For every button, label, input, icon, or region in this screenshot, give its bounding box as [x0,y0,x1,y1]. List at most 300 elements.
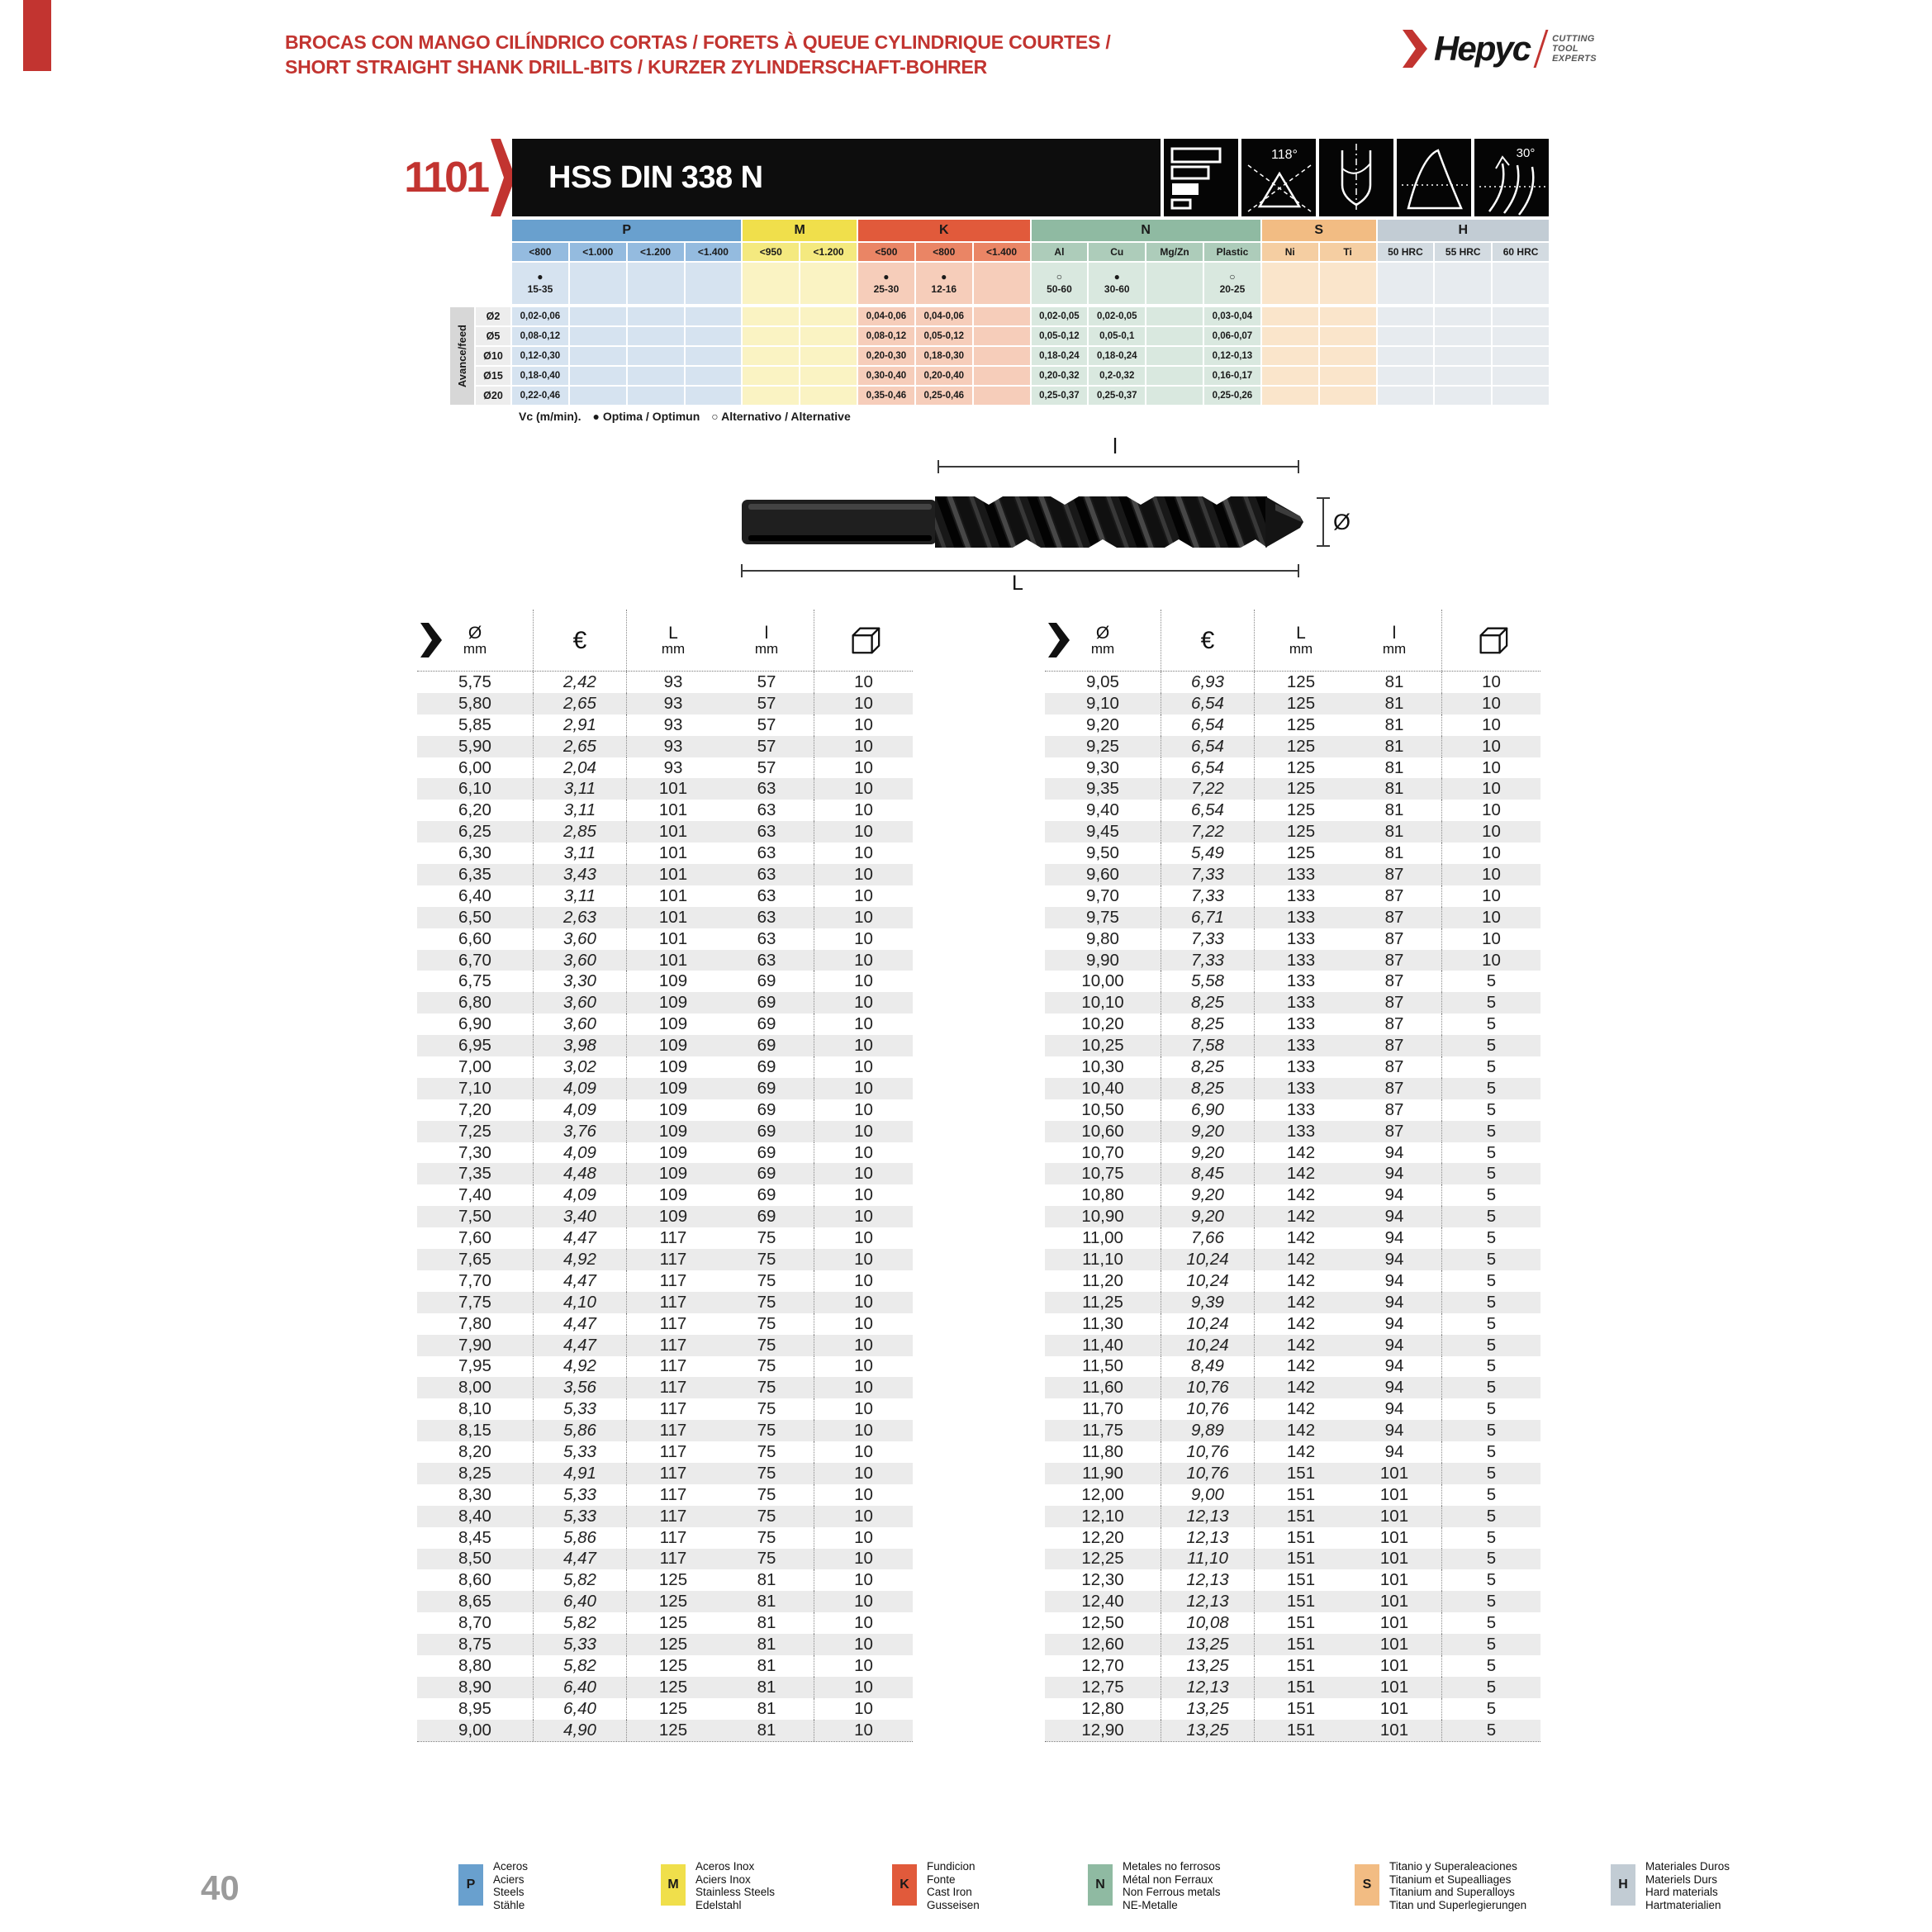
cell-package-qty: 5 [1441,1292,1540,1313]
cell-price: 5,33 [533,1398,626,1420]
cell-flute-length: 63 [757,928,776,948]
cell-length: 117 [626,1506,719,1527]
feed-cell-N1: 0,2-0,32 [1089,367,1145,385]
feed-cell-P1 [570,387,626,405]
table-row [1045,1655,1540,1677]
cell-diameter: 6,10 [458,779,491,799]
cell-flute-length: 81 [1384,714,1404,734]
table-row [417,1569,913,1591]
legend-line: Cast Iron [927,1886,972,1898]
legend-item-M [661,1860,775,1911]
cell-price: 4,09 [533,1099,626,1121]
feed-cell-N2 [1146,367,1203,385]
cell-length: 117 [626,1313,719,1335]
cell-diameter: 6,75 [458,971,491,991]
cell-package-qty: 10 [814,1527,913,1549]
cell-price: 6,93 [1161,672,1254,693]
feed-cell-N0: 0,25-0,37 [1032,387,1088,405]
legend-item-H [1611,1860,1730,1911]
table-row [1045,757,1540,779]
cell-diameter: 10,90 [1081,1207,1124,1227]
price-table-left [417,610,913,1742]
material-subcolumn-N1: Cu [1089,243,1145,261]
feed-cell-P1 [570,347,626,365]
cell-package-qty: 5 [1441,1506,1540,1527]
cell-length: 142 [1254,1398,1347,1420]
legend-box-M: M [661,1864,686,1906]
feed-cell-H2 [1493,347,1549,365]
table-row [1045,992,1540,1013]
cell-price: 3,76 [533,1121,626,1142]
table-row [417,1056,913,1078]
feed-cell-H2 [1493,327,1549,345]
cell-diameter: 7,75 [458,1292,491,1312]
table-row [417,1463,913,1484]
cell-length: 125 [626,1677,719,1698]
cell-price: 4,91 [533,1463,626,1484]
cell-diameter: 12,60 [1081,1635,1124,1654]
cell-diameter: 12,70 [1081,1655,1124,1675]
cell-package-qty: 5 [1441,1099,1540,1121]
helix-angle-30-icon [1471,139,1549,216]
vc-cell-P2 [628,263,684,304]
feed-cell-K1: 0,04-0,06 [916,307,972,325]
cell-flute-length: 81 [757,1613,776,1633]
feed-cell-P0: 0,22-0,46 [512,387,568,405]
cell-diameter: 9,05 [1086,672,1119,691]
feed-cell-N3: 0,03-0,04 [1204,307,1260,325]
legend-line: Gusseisen [927,1898,980,1911]
cell-price: 2,04 [533,757,626,779]
cell-flute-length: 69 [757,1185,776,1205]
material-subcolumn-K1: <800 [916,243,972,261]
cell-package-qty: 5 [1441,1313,1540,1335]
vc-cell-M1 [800,263,857,304]
cell-flute-length: 57 [757,714,776,734]
cell-price: 12,13 [1161,1527,1254,1549]
table-row [1045,1249,1540,1270]
feed-cell-N1: 0,18-0,24 [1089,347,1145,365]
cell-price: 2,65 [533,693,626,714]
cell-flute-length: 87 [1384,1056,1404,1076]
cell-length: 125 [1254,821,1347,843]
cell-package-qty: 10 [814,672,913,693]
cell-length: 117 [626,1292,719,1313]
cell-price: 10,76 [1161,1441,1254,1463]
table-row [417,1206,913,1227]
feed-cell-N3: 0,06-0,07 [1204,327,1260,345]
feed-cell-P3 [686,327,742,345]
table-row [417,1121,913,1142]
table-row [417,736,913,757]
cell-flute-length: 101 [1379,1549,1409,1569]
cell-diameter: 11,70 [1082,1399,1123,1419]
cell-flute-length: 63 [757,907,776,927]
cell-price: 3,11 [533,843,626,864]
feed-cell-M0 [743,327,799,345]
cell-package-qty: 5 [1441,1377,1540,1398]
cell-diameter: 7,95 [458,1356,491,1376]
feed-axis-label: Avance/feed [450,307,474,405]
cell-diameter: 8,70 [458,1613,491,1633]
legend-line: Non Ferrous metals [1123,1886,1221,1898]
cell-length: 109 [626,1035,719,1056]
drill-photo [742,496,1303,548]
cell-price: 2,91 [533,714,626,736]
table-row [1045,714,1540,736]
cell-price: 3,60 [533,1013,626,1035]
cell-price: 13,25 [1161,1655,1254,1677]
vc-footnote-prefix: Vc (m/min). [519,410,581,423]
cell-flute-length: 87 [1384,993,1404,1013]
cell-flute-length: 81 [1384,779,1404,799]
cell-length: 125 [1254,800,1347,821]
page-title [285,30,1111,79]
cell-flute-length: 75 [757,1313,776,1333]
cell-price: 5,82 [533,1655,626,1677]
cell-flute-length: 75 [757,1378,776,1398]
cell-diameter: 11,30 [1082,1313,1123,1333]
feed-row-label: Ø5 [476,327,510,345]
cell-package-qty: 10 [814,1206,913,1227]
legend-box-K: K [892,1864,917,1906]
cutting-data-table [512,220,1549,304]
cell-package-qty: 5 [1441,1677,1540,1698]
cell-package-qty: 10 [1441,950,1540,971]
table-row [1045,1035,1540,1056]
cell-flute-length: 75 [757,1463,776,1483]
vc-cell-K0 [858,263,914,304]
table-row [417,1163,913,1184]
cell-diameter: 8,00 [458,1378,491,1398]
cell-flute-length: 81 [1384,822,1404,842]
table-row [1045,1612,1540,1634]
cell-length: 151 [1254,1506,1347,1527]
cell-diameter: 12,25 [1081,1549,1124,1569]
cell-flute-length: 81 [757,1570,776,1590]
table-row [417,950,913,971]
cell-diameter: 11,25 [1082,1292,1123,1312]
cell-length: 101 [626,907,719,928]
material-subcolumn-N0: Al [1032,243,1088,261]
legend-box-H: H [1611,1864,1635,1906]
vc-symbol: ○ [1229,271,1236,282]
feed-cell-N2 [1146,387,1203,405]
cell-price: 4,09 [533,1078,626,1099]
cell-price: 4,09 [533,1184,626,1206]
cell-length: 125 [1254,736,1347,757]
cell-package-qty: 10 [814,1078,913,1099]
cell-diameter: 7,00 [458,1056,491,1076]
table-row [1045,885,1540,907]
col-header-package [814,610,913,671]
vc-value: 25-30 [873,283,900,295]
cell-diameter: 12,30 [1081,1570,1124,1590]
cell-diameter: 7,35 [458,1164,491,1184]
cell-length: 101 [626,843,719,864]
cell-package-qty: 10 [814,1270,913,1292]
cell-price: 5,33 [533,1484,626,1506]
page-corner-mark [23,0,51,71]
feed-cell-M1 [800,307,857,325]
legend-line: Stähle [493,1898,525,1911]
cell-price: 3,60 [533,950,626,971]
cell-flute-length: 101 [1379,1592,1409,1612]
cell-length: 151 [1254,1612,1347,1634]
cell-diameter: 9,80 [1086,928,1119,948]
cell-price: 5,33 [533,1506,626,1527]
cell-price: 10,24 [1161,1313,1254,1335]
cell-length: 125 [626,1655,719,1677]
cell-flute-length: 63 [757,864,776,884]
cell-package-qty: 10 [814,1655,913,1677]
cell-flute-length: 69 [757,1036,776,1056]
table-row [1045,1527,1540,1549]
legend-box-P: P [458,1864,483,1906]
cell-flute-length: 63 [757,885,776,905]
feed-cell-N0: 0,20-0,32 [1032,367,1088,385]
cell-length: 93 [626,714,719,736]
table-row [1045,864,1540,885]
cell-package-qty: 10 [814,971,913,992]
cell-length: 142 [1254,1441,1347,1463]
cell-price: 3,11 [533,885,626,907]
feed-cell-M0 [743,347,799,365]
cell-length: 101 [626,950,719,971]
table-row [417,1292,913,1313]
cell-length: 125 [1254,672,1347,693]
table-row [417,907,913,928]
cell-flute-length: 87 [1384,1099,1404,1119]
cell-length: 133 [1254,864,1347,885]
table-row [1045,1677,1540,1698]
cell-diameter: 6,25 [458,822,491,842]
cell-diameter: 12,40 [1081,1592,1124,1612]
material-subcolumn-P2: <1.200 [628,243,684,261]
price-table-header [1045,610,1540,672]
col-header-length: L mm [626,610,719,671]
cell-package-qty: 10 [814,864,913,885]
cell-package-qty: 5 [1441,992,1540,1013]
cell-price: 7,33 [1161,864,1254,885]
legend-item-K [892,1860,980,1911]
cell-diameter: 10,60 [1081,1121,1124,1141]
cell-package-qty: 10 [814,1142,913,1164]
cell-diameter: 5,85 [458,714,491,734]
cell-diameter: 8,20 [458,1442,491,1461]
cell-length: 151 [1254,1655,1347,1677]
cell-diameter: 8,50 [458,1549,491,1569]
cell-diameter: 6,90 [458,1014,491,1034]
feed-cell-K0: 0,30-0,40 [858,367,914,385]
cell-flute-length: 87 [1384,1036,1404,1056]
feed-cell-M1 [800,347,857,365]
cell-length: 133 [1254,1035,1347,1056]
cell-length: 125 [626,1612,719,1634]
cell-length: 125 [1254,693,1347,714]
material-subcolumn-H0: 50 HRC [1378,243,1434,261]
table-chevron-icon [1048,623,1070,657]
col-header-length: L mm [1254,610,1347,671]
cell-length: 151 [1254,1569,1347,1591]
material-subcolumn-N3: Plastic [1204,243,1260,261]
cell-length: 117 [626,1398,719,1420]
cell-flute-length: 63 [757,950,776,970]
drill-diagram [727,425,1355,595]
cell-flute-length: 69 [757,1014,776,1034]
table-row [417,1698,913,1720]
table-row [1045,928,1540,950]
cell-length: 151 [1254,1677,1347,1698]
cell-price: 13,25 [1161,1634,1254,1655]
table-row [1045,1206,1540,1227]
cell-package-qty: 10 [814,736,913,757]
cell-package-qty: 10 [814,1249,913,1270]
cell-diameter: 6,30 [458,843,491,863]
cell-diameter: 10,25 [1081,1036,1124,1056]
material-group-N: N [1032,220,1260,241]
feed-cell-P2 [628,327,684,345]
cell-length: 133 [1254,950,1347,971]
cell-length: 125 [626,1698,719,1720]
cell-price: 11,10 [1161,1549,1254,1570]
cell-length: 142 [1254,1142,1347,1164]
table-row [1045,1056,1540,1078]
vc-value: 50-60 [1047,283,1072,295]
cell-diameter: 8,25 [458,1463,491,1483]
feed-cell-P2 [628,367,684,385]
cell-flute-length: 81 [757,1635,776,1654]
legend-line: Aciers Inox [695,1873,751,1886]
cell-package-qty: 5 [1441,1441,1540,1463]
cell-diameter: 12,90 [1081,1720,1124,1740]
cell-flute-length: 94 [1384,1164,1404,1184]
cell-flute-length: 75 [757,1506,776,1526]
cell-price: 7,66 [1161,1227,1254,1249]
col-header-package [1441,610,1540,671]
cell-flute-length: 94 [1384,1292,1404,1312]
cell-length: 151 [1254,1698,1347,1720]
cell-diameter: 12,50 [1081,1613,1124,1633]
cell-price: 12,13 [1161,1591,1254,1612]
cell-length: 117 [626,1549,719,1570]
material-subcolumn-H2: 60 HRC [1493,243,1549,261]
feed-cell-P1 [570,307,626,325]
cell-length: 101 [626,800,719,821]
brand-chevron-icon [1403,30,1427,68]
table-row [417,757,913,779]
legend-text-M [695,1860,775,1911]
table-row [1045,1292,1540,1313]
cell-flute-length: 101 [1379,1635,1409,1654]
feed-cell-M1 [800,367,857,385]
feed-row-label: Ø2 [476,307,510,325]
cell-flute-length: 69 [757,993,776,1013]
cell-package-qty: 10 [814,1099,913,1121]
vc-cell-N0 [1032,263,1088,304]
diameter-label: Ø [1333,510,1351,534]
cell-package-qty: 10 [814,1463,913,1484]
cell-diameter: 8,60 [458,1570,491,1590]
cell-flute-length: 87 [1384,864,1404,884]
table-row [1045,693,1540,714]
feed-cell-K0: 0,35-0,46 [858,387,914,405]
feed-cell-N1: 0,05-0,1 [1089,327,1145,345]
cell-flute-length: 94 [1384,1421,1404,1441]
cell-package-qty: 10 [814,843,913,864]
cell-diameter: 8,75 [458,1635,491,1654]
feed-cell-S0 [1262,327,1318,345]
cell-flute-length: 75 [757,1527,776,1547]
feed-cell-M1 [800,327,857,345]
cell-length: 142 [1254,1227,1347,1249]
cell-length: 93 [626,736,719,757]
cell-diameter: 9,60 [1086,864,1119,884]
cell-package-qty: 5 [1441,1549,1540,1570]
vc-cell-P3 [686,263,742,304]
cell-flute-length: 69 [757,1164,776,1184]
material-subcolumn-M0: <950 [743,243,799,261]
feed-cell-H0 [1378,347,1434,365]
cell-flute-length: 87 [1384,1078,1404,1098]
cell-package-qty: 5 [1441,1056,1540,1078]
cell-price: 5,86 [533,1527,626,1549]
cell-price: 4,48 [533,1163,626,1184]
cell-diameter: 8,10 [458,1399,491,1419]
cell-flute-length: 69 [757,1099,776,1119]
cell-package-qty: 10 [814,1398,913,1420]
cell-length: 101 [626,885,719,907]
feed-cell-S0 [1262,307,1318,325]
cell-flute-length: 87 [1384,885,1404,905]
feed-cell-P2 [628,387,684,405]
table-row [1045,1634,1540,1655]
cell-length: 142 [1254,1420,1347,1441]
cell-price: 5,33 [533,1441,626,1463]
cell-package-qty: 10 [814,1335,913,1356]
cell-package-qty: 5 [1441,1655,1540,1677]
cell-diameter: 10,70 [1081,1142,1124,1162]
table-row [417,1035,913,1056]
cell-price: 6,54 [1161,693,1254,714]
cell-length: 109 [626,1099,719,1121]
feed-cell-P0: 0,02-0,06 [512,307,568,325]
table-row [1045,1356,1540,1378]
table-row [1045,1698,1540,1720]
cell-flute-length: 101 [1379,1655,1409,1675]
cell-package-qty: 5 [1441,1013,1540,1035]
feed-cell-P1 [570,327,626,345]
feed-cell-P0: 0,08-0,12 [512,327,568,345]
feed-cell-K2 [974,367,1030,385]
cell-package-qty: 10 [814,1420,913,1441]
cell-flute-length: 75 [757,1335,776,1355]
cell-diameter: 10,40 [1081,1078,1124,1098]
price-table-header [417,610,913,672]
cell-package-qty: 10 [1441,864,1540,885]
cell-package-qty: 10 [814,1013,913,1035]
vc-symbol: ● [537,271,544,282]
legend-line: NE-Metalle [1123,1898,1178,1911]
table-row [417,1142,913,1164]
cell-package-qty: 10 [814,1612,913,1634]
vc-cell-N1 [1089,263,1145,304]
cell-length: 101 [626,928,719,950]
cell-diameter: 6,40 [458,885,491,905]
cell-package-qty: 5 [1441,1484,1540,1506]
cell-price: 6,54 [1161,714,1254,736]
feed-cell-S1 [1320,367,1376,385]
